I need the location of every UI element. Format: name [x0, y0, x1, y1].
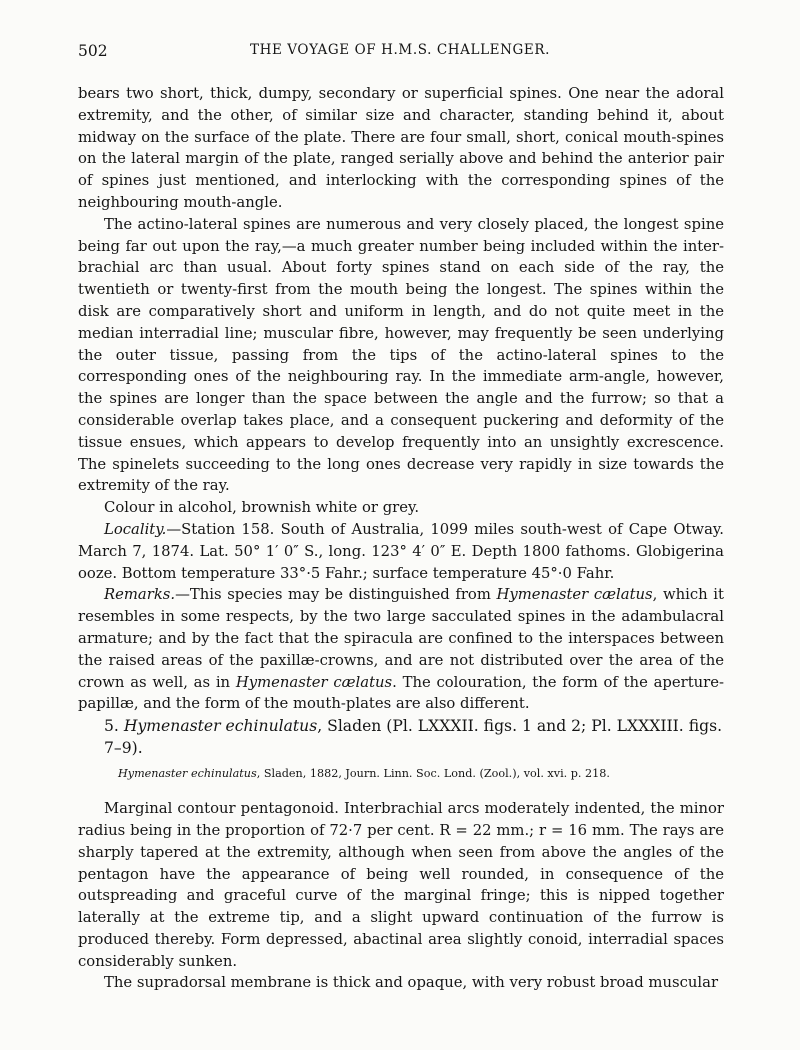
- species-authority: , Sladen (Pl. LXXXII. figs. 1 and 2; Pl. LXXXIII. figs. 7–9).: [104, 717, 723, 758]
- species-number: 5.: [104, 717, 119, 736]
- synonymy-reference: , Sladen, 1882, Journ. Linn. Soc. Lond. (Zool.), vol. xvi. p. 218.: [256, 767, 610, 781]
- locality-text: —Station 158. South of Australia, 1099 miles south-west of Cape Otway. March 7, 1874. Lat. 50° 1′ 0″ S., long. 123° 4′ 0″ E. Depth 1800 fathoms. Globigerina ooze. Bottom temperature 33°·5 Fahr.; surface temperature 45°·0 Fahr.: [78, 520, 724, 582]
- paragraph-locality: [78, 519, 724, 584]
- page-body: [78, 83, 724, 994]
- remarks-text-1: —This species may be distinguished from: [175, 586, 497, 604]
- page-header: [78, 42, 722, 64]
- remarks-label: Remarks.: [104, 586, 176, 604]
- running-title: THE VOYAGE OF H.M.S. CHALLENGER.: [249, 42, 551, 58]
- remarks-text-2: , which it resembles in some respects, by the two large sacculated spines in the adambulacral armature; and by the fact that the spiracula are confined to the interspaces between the raised areas of the paxillæ-crowns, and are not distributed over the area of the crown as well, as in: [78, 586, 724, 691]
- species-heading: [78, 715, 724, 759]
- remarks-species-italic-2: Hymenaster cælatus: [235, 673, 393, 691]
- remarks-text-3: . The colouration, the form of the aperture-papillæ, and the form of the mouth-plates are also different.: [78, 673, 725, 713]
- page-number: 502: [78, 42, 108, 60]
- paragraph-actino-lateral-spines: The actino-lateral spines are numerous and very closely placed, the longest spine being far out upon the ray,—a much greater number being included within the inter-brachial arc than usual. About forty spines stand on each side of the ray, the twentieth or twenty-first from the mouth being the longest. The spines within the disk are comparatively short and uniform in length, and do not quite meet in the median interradial line; muscular fibre, however, may frequently be seen underlying the outer tissue, passing from the tips of the actino-lateral spines to the corresponding ones of the neighbouring ray. In the immediate arm-angle, however, the spines are longer than the space between the angle and the furrow; so that a considerable overlap takes place, and a consequent puckering and deformity of the tissue ensues, which appears to develop frequently into an unsightly excrescence. The spinelets succeeding to the long ones decrease very rapidly in size towards the extremity of the ray.: [78, 215, 724, 495]
- paragraph-mouth-plate: bears two short, thick, dumpy, secondary or superficial spines. One near the adoral extremity, and the other, of similar size and character, standing behind it, about midway on the surface of the plate. There are four small, short, conical mouth-spines on the lateral margin of the plate, ranged serially above and behind the anterior pair of spines just mentioned, and interlocking with the corresponding spines of the neighbouring mouth-angle.: [78, 85, 724, 211]
- locality-label: Locality.: [104, 520, 167, 538]
- paragraph-supradorsal-membrane: The supradorsal membrane is thick and opaque, with very robust broad muscular: [104, 974, 719, 992]
- synonymy-name: Hymenaster echinulatus: [118, 767, 257, 781]
- species-name: Hymenaster echinulatus: [123, 717, 318, 736]
- species-synonymy: [78, 766, 724, 782]
- remarks-species-italic-1: Hymenaster cælatus: [496, 586, 653, 604]
- paragraph-colour: Colour in alcohol, brownish white or grey.: [104, 499, 420, 517]
- paragraph-marginal-contour: Marginal contour pentagonoid. Interbrachial arcs moderately indented, the minor radius being in the proportion of 72·7 per cent. R = 22 mm.; r = 16 mm. The rays are sharply tapered at the extremity, although when seen from above the angles of the pentagon have the appearance of being well rounded, in consequence of the outspreading and graceful curve of the marginal fringe; this is nipped together laterally at the extreme tip, and a slight upward continuation of the furrow is produced thereby. Form depressed, abactinal area slightly conoid, interradial spaces considerably sunken.: [78, 800, 724, 970]
- paragraph-remarks: [78, 584, 724, 715]
